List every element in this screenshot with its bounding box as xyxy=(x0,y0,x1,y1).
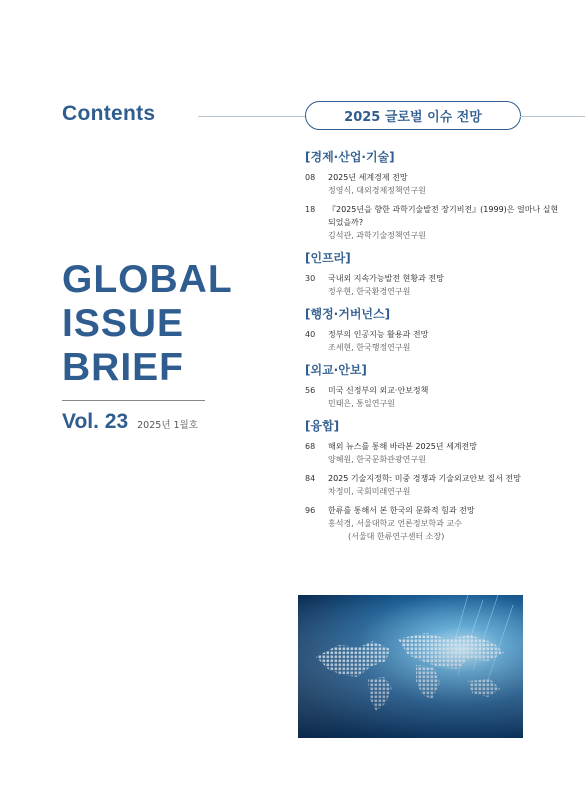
article-title: 미국 신정부의 외교·안보정책 xyxy=(328,386,429,395)
page-number: 18 xyxy=(305,205,316,214)
article-title: 2025 기술지정학: 미중 경쟁과 기술외교안보 질서 전망 xyxy=(328,474,521,483)
world-map-photo xyxy=(298,595,523,738)
section-heading: [외교·안보] xyxy=(305,363,367,377)
page-number: 40 xyxy=(305,330,316,339)
article-title: 한류를 통해서 본 한국의 문화적 힘과 전망 xyxy=(328,506,475,515)
article-title: 정부의 인공지능 활용과 전망 xyxy=(328,330,429,339)
header-rule-left xyxy=(198,116,306,117)
toc-section xyxy=(305,249,565,298)
toc-section xyxy=(305,305,565,354)
toc-entry[interactable] xyxy=(305,171,565,197)
page-number: 68 xyxy=(305,442,316,451)
page-number: 56 xyxy=(305,386,316,395)
header-rule-right xyxy=(520,116,585,117)
article-author: 정영식, 대외경제정책연구원 xyxy=(328,186,426,195)
toc-entry[interactable] xyxy=(305,472,565,498)
article-author: 차정미, 국회미래연구원 xyxy=(328,487,411,496)
contents-heading: Contents xyxy=(62,102,156,125)
toc-entry[interactable] xyxy=(305,272,565,298)
table-of-contents xyxy=(305,148,565,550)
article-author-affiliation: (서울대 한류연구센터 소장) xyxy=(348,532,445,541)
article-title: 『2025년을 향한 과학기술발전 장기비전』(1999)은 얼마나 실현되었을까? xyxy=(328,205,559,227)
world-map-illustration xyxy=(298,595,523,738)
brand-title-line-1: GLOBAL xyxy=(62,258,233,301)
toc-section xyxy=(305,148,565,242)
section-heading: [행정·거버넌스] xyxy=(305,307,391,321)
article-title: 해외 뉴스를 통해 바라본 2025년 세계전망 xyxy=(328,442,477,451)
volume-divider xyxy=(62,400,205,401)
toc-section xyxy=(305,361,565,410)
section-heading: [경제·산업·기술] xyxy=(305,150,395,164)
page-number: 96 xyxy=(305,506,316,515)
issue-theme-badge: 2025 글로벌 이슈 전망 xyxy=(305,101,521,130)
toc-entry[interactable] xyxy=(305,328,565,354)
toc-entry[interactable] xyxy=(305,440,565,466)
article-author: 민태은, 통일연구원 xyxy=(328,399,395,408)
brand-title xyxy=(62,258,233,390)
toc-entry[interactable] xyxy=(305,384,565,410)
article-author: 김석관, 과학기술정책연구원 xyxy=(328,231,426,240)
issue-date: 2025년 1월호 xyxy=(137,420,198,431)
toc-entry[interactable] xyxy=(305,504,565,543)
toc-section xyxy=(305,417,565,543)
page-number: 08 xyxy=(305,173,316,182)
article-author: 정우현, 한국환경연구원 xyxy=(328,287,411,296)
article-author: 양혜원, 한국문화관광연구원 xyxy=(328,455,426,464)
page-number: 84 xyxy=(305,474,316,483)
section-heading: [융합] xyxy=(305,419,340,433)
page-number: 30 xyxy=(305,274,316,283)
volume-info xyxy=(62,410,198,434)
article-title: 2025년 세계경제 전망 xyxy=(328,173,408,182)
volume-number: Vol. 23 xyxy=(62,410,129,433)
article-author: 홍석경, 서울대학교 언론정보학과 교수 xyxy=(328,519,462,528)
section-heading: [인프라] xyxy=(305,251,351,265)
brand-title-line-2: ISSUE xyxy=(62,302,185,345)
article-title: 국내외 지속가능발전 현황과 전망 xyxy=(328,274,444,283)
brand-title-line-3: BRIEF xyxy=(62,346,184,389)
article-author: 조세현, 한국행정연구원 xyxy=(328,343,411,352)
toc-entry[interactable] xyxy=(305,203,565,242)
